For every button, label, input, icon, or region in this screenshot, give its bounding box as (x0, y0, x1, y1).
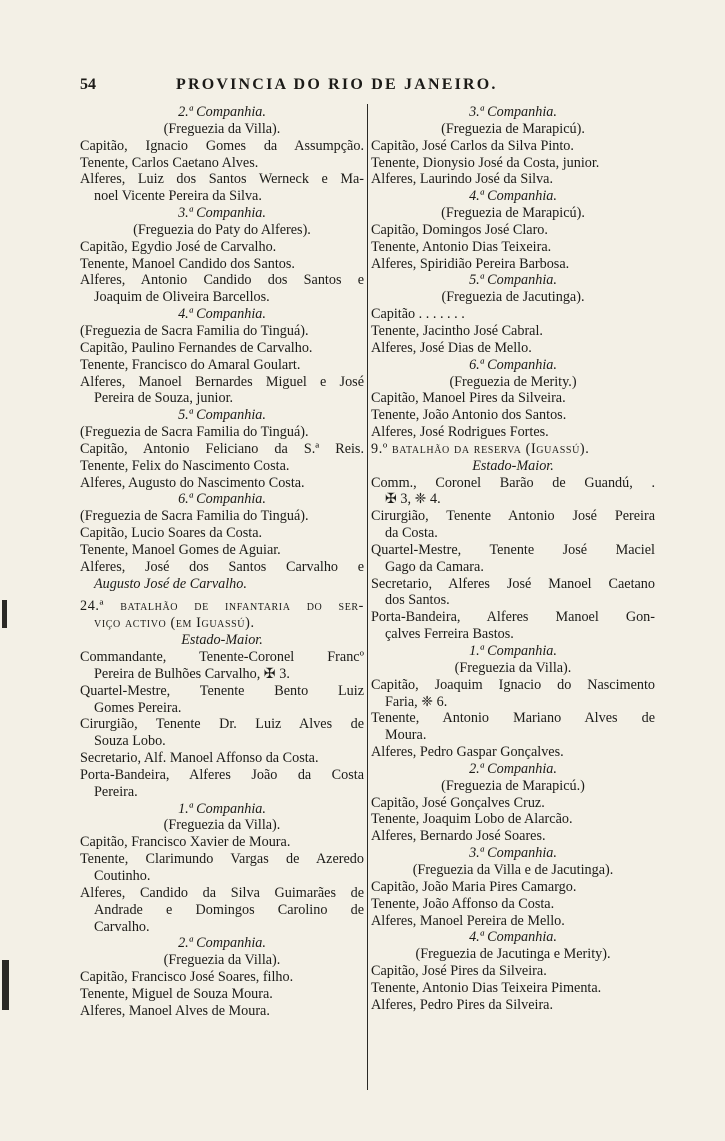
entry-line: Tenente, Manoel Gomes de Aguiar. (80, 541, 281, 558)
entry-line: Capitão, José Gonçalves Cruz. (371, 794, 545, 811)
section-heading: 5.ª Companhia. (469, 272, 557, 289)
entry-line: Capitão, Francisco Xavier de Moura. (80, 834, 291, 851)
entry-line: Alferes, Candido da Silva Guimarães de (80, 884, 364, 901)
parish-line: (Freguezia da Villa). (163, 120, 281, 137)
entry-line: Capitão, Joaquim Ignacio do Nascimento (371, 676, 655, 693)
entry-line: ✠ 3, ❈ 4. (385, 491, 441, 508)
section-heading: 4.ª Companhia. (469, 188, 557, 205)
entry-line: Capitão, Manoel Pires da Silveira. (371, 390, 566, 407)
entry-line: da Costa. (385, 525, 438, 542)
entry-line: Tenente, Antonio Dias Teixeira Pimenta. (371, 979, 602, 996)
section-heading: 5.ª Companhia. (178, 407, 266, 424)
section-heading: 2.ª Companhia. (178, 935, 266, 952)
entry-line: Alferes, Augusto do Nascimento Costa. (80, 474, 305, 491)
entry-line: Coutinho. (94, 867, 151, 884)
entry-line: Alferes, Spiridião Pereira Barbosa. (371, 255, 570, 272)
entry-line: Capitão . . . . . . . (371, 306, 465, 323)
entry-line: Tenente, Antonio Dias Teixeira. (371, 238, 552, 255)
left-column (80, 104, 364, 1020)
parish-line: (Freguezia de Marapicú). (441, 205, 585, 222)
entry-line: (Freguezia de Sacra Familia do Tinguá). (80, 508, 309, 525)
entry-line: çalves Ferreira Bastos. (385, 626, 514, 643)
entry-line: Tenente, João Affonso da Costa. (371, 895, 555, 912)
entry-line: (Freguezia de Sacra Familia do Tinguá). (80, 424, 309, 441)
entry-line: Alferes, José Rodrigues Fortes. (371, 424, 549, 441)
parish-line: (Freguezia de Marapicú.) (441, 777, 585, 794)
entry-line: Capitão, José Carlos da Silva Pinto. (371, 137, 574, 154)
entry-line: Capitão, Francisco José Soares, filho. (80, 969, 294, 986)
margin-mark (2, 600, 7, 628)
entry-line: Tenente, Jacintho José Cabral. (371, 322, 543, 339)
entry-line: Alferes, Bernardo José Soares. (371, 828, 546, 845)
entry-line: Tenente, Miguel de Souza Moura. (80, 985, 273, 1002)
entry-line: Tenente, Manoel Candido dos Santos. (80, 255, 295, 272)
section-heading: 3.ª Companhia. (469, 104, 557, 120)
section-heading: 2.ª Companhia. (178, 104, 266, 120)
running-title: PROVINCIA DO RIO DE JANEIRO. (176, 76, 498, 93)
entry-line: Comm., Coronel Barão de Guandú, . (371, 474, 655, 491)
entry-line: Tenente, João Antonio dos Santos. (371, 407, 567, 424)
page-number: 54 (80, 76, 96, 93)
parish-line: (Freguezia da Villa). (163, 952, 281, 969)
entry-line: Joaquim de Oliveira Barcellos. (94, 289, 270, 306)
entry-line: Alferes, Pedro Gaspar Gonçalves. (371, 744, 564, 761)
entry-line: Capitão, Ignacio Gomes da Assumpção. (80, 137, 364, 154)
entry-line: Tenente, Francisco do Amaral Goulart. (80, 356, 301, 373)
section-heading: 6.ª Companhia. (178, 491, 266, 508)
entry-line: Secretario, Alf. Manoel Affonso da Costa. (80, 750, 319, 767)
entry-line: Alferes, José Dias de Mello. (371, 339, 532, 356)
entry-line: Capitão, José Pires da Silveira. (371, 963, 547, 980)
parish-line: (Freguezia de Merity.) (449, 373, 577, 390)
entry-line: Gago da Camara. (385, 558, 484, 575)
entry-line: Souza Lobo. (94, 733, 166, 750)
entry-line: Pereira de Bulhões Carvalho, ✠ 3. (94, 665, 290, 682)
entry-line: Tenente, Joaquim Lobo de Alarcão. (371, 811, 573, 828)
entry-line: noel Vicente Pereira da Silva. (94, 188, 262, 205)
section-heading: 6.ª Companhia. (469, 356, 557, 373)
section-heading: Estado-Maior. (472, 457, 554, 474)
entry-line: Commandante, Tenente-Coronel Francº (80, 649, 364, 665)
entry-line: Carvalho. (94, 918, 150, 935)
entry-line: Quartel-Mestre, Tenente José Maciel (371, 541, 655, 558)
battalion-heading: viço activo (em Iguassú). (94, 615, 255, 632)
entry-line: Alferes, Laurindo José da Silva. (371, 171, 554, 188)
entry-line: Alferes, Luiz dos Santos Werneck e Ma- (80, 171, 364, 188)
entry-line: Moura. (385, 727, 427, 744)
entry-line: Alferes, Pedro Pires da Silveira. (371, 996, 554, 1013)
entry-line: Alferes, Manoel Pereira de Mello. (371, 912, 565, 929)
battalion-heading: 24.ª batalhão de infantaria do ser- (80, 598, 364, 615)
entry-line: Capitão, Lucio Soares da Costa. (80, 525, 263, 542)
entry-line: Tenente, Clarimundo Vargas de Azeredo (80, 851, 364, 868)
parish-line: (Freguezia de Jacutinga e Merity). (415, 946, 611, 963)
section-heading: 1.ª Companhia. (469, 643, 557, 659)
section-heading: Estado-Maior. (181, 632, 263, 649)
entry-line: Faria, ❈ 6. (385, 693, 448, 710)
battalion-heading: 9.º batalhão da reserva (Iguassú). (371, 440, 590, 457)
entry-line: Alferes, Antonio Candido dos Santos e (80, 272, 364, 289)
entry-line: Cirurgião, Tenente Dr. Luiz Alves de (80, 716, 364, 733)
parish-line: (Freguezia da Villa). (163, 817, 281, 834)
entry-line: Pereira de Souza, junior. (94, 390, 234, 407)
entry-line: Capitão, João Maria Pires Camargo. (371, 878, 577, 895)
entry-line: Tenente, Carlos Caetano Alves. (80, 154, 259, 171)
entry-line: Quartel-Mestre, Tenente Bento Luiz (80, 682, 364, 699)
entry-line: dos Santos. (385, 592, 450, 609)
entry-line: Capitão, Paulino Fernandes de Carvalho. (80, 339, 313, 356)
entry-line: Cirurgião, Tenente Antonio José Pereira (371, 508, 655, 525)
entry-line: Capitão, Domingos José Claro. (371, 221, 548, 238)
entry-line: Porta-Bandeira, Alferes João da Costa (80, 766, 364, 783)
right-column (371, 104, 655, 1014)
parish-line: (Freguezia de Marapicú). (441, 120, 585, 137)
section-heading: 1.ª Companhia. (178, 800, 266, 817)
page-header (0, 76, 725, 96)
parish-line: (Freguezia de Jacutinga). (441, 289, 585, 306)
entry-line: Tenente, Felix do Nascimento Costa. (80, 457, 290, 474)
entry-line: Porta-Bandeira, Alferes Manoel Gon- (371, 609, 655, 626)
entry-line: Capitão, Antonio Feliciano da S.ª Reis. (80, 440, 364, 457)
section-heading: 3.ª Companhia. (469, 845, 557, 862)
entry-line: Tenente, Dionysio José da Costa, junior. (371, 154, 600, 171)
entry-line: Gomes Pereira. (94, 699, 182, 716)
parish-line: (Freguezia da Villa). (454, 659, 572, 676)
entry-line: (Freguezia de Sacra Familia do Tinguá). (80, 322, 309, 339)
parish-line: (Freguezia do Paty do Alferes). (133, 221, 311, 238)
section-heading: 3.ª Companhia. (178, 205, 266, 222)
entry-line: Andrade e Domingos Carolino de (94, 901, 364, 918)
entry-line: Capitão, Egydio José de Carvalho. (80, 238, 277, 255)
entry-line: Augusto José de Carvalho. (94, 575, 247, 592)
section-heading: 4.ª Companhia. (178, 306, 266, 323)
entry-line: Alferes, Manoel Bernardes Miguel e José (80, 373, 364, 390)
margin-mark (2, 960, 9, 1010)
entry-line: Pereira. (94, 783, 138, 800)
section-heading: 4.ª Companhia. (469, 929, 557, 946)
entry-line: Tenente, Antonio Mariano Alves de (371, 710, 655, 727)
section-heading: 2.ª Companhia. (469, 760, 557, 777)
entry-line: Alferes, José dos Santos Carvalho e (80, 558, 364, 575)
entry-line: Secretario, Alferes José Manoel Caetano (371, 575, 655, 592)
entry-line: Alferes, Manoel Alves de Moura. (80, 1002, 270, 1019)
column-divider (367, 104, 368, 1090)
parish-line: (Freguezia da Villa e de Jacutinga). (412, 861, 614, 878)
